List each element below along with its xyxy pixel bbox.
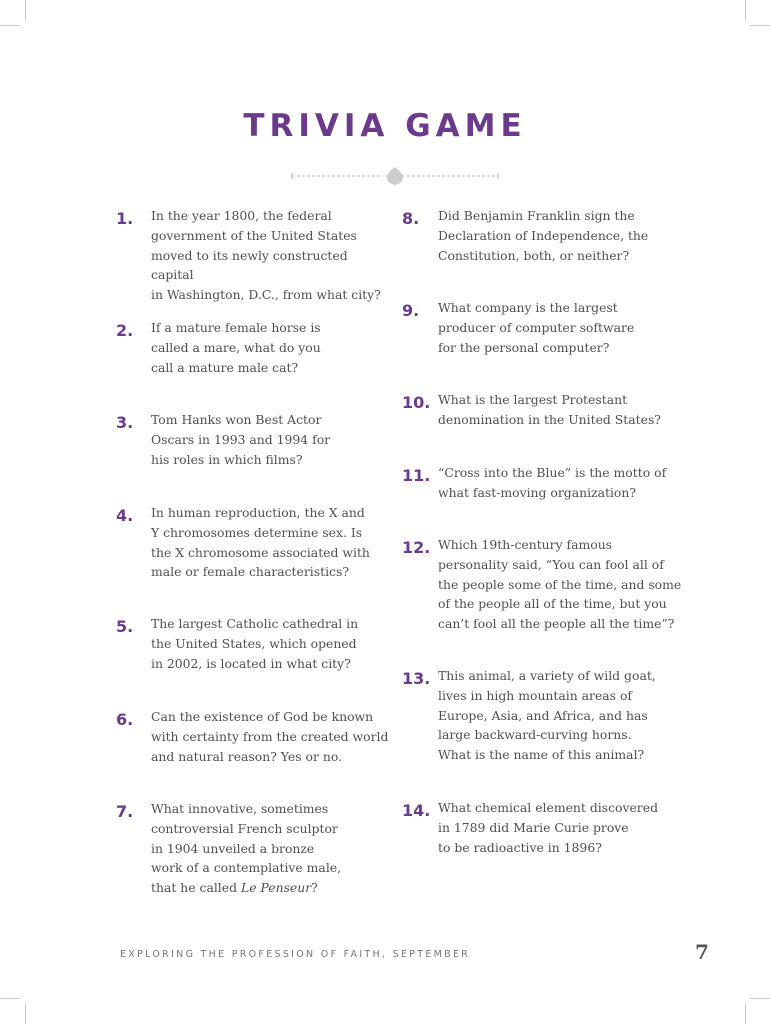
crop-mark <box>0 998 20 999</box>
crop-mark <box>25 1004 26 1024</box>
question-text: In the year 1800, the federal government of the United States moved to its newly constructed capital in Washington, D.C., from what city? <box>151 208 381 303</box>
question-item <box>402 535 681 634</box>
question-number: 12. <box>402 538 431 557</box>
question-item <box>116 799 341 898</box>
question-number: 6. <box>116 710 134 729</box>
question-number: 5. <box>116 617 134 636</box>
crop-mark <box>750 25 770 26</box>
question-text: Did Benjamin Franklin sign the Declaration of Independence, the Constitution, both, or neither? <box>438 208 649 263</box>
question-item <box>116 206 391 305</box>
question-item <box>116 503 370 582</box>
question-text: Tom Hanks won Best Actor Oscars in 1993 and 1994 for his roles in which films? <box>151 412 331 467</box>
question-text: This animal, a variety of wild goat, lives in high mountain areas of Europe, Asia, and Africa, and has large backward-curving horns. What is the name of this animal? <box>438 668 656 763</box>
question-item <box>116 318 321 377</box>
question-number: 1. <box>116 209 134 228</box>
question-text: The largest Catholic cathedral in the United States, which opened in 2002, is located in what city? <box>151 616 359 671</box>
question-number: 7. <box>116 802 134 821</box>
italic-title: Le Penseur <box>240 880 312 896</box>
running-head: EXPLORING THE PROFESSION OF FAITH, SEPTEMBER <box>120 949 471 960</box>
question-number: 4. <box>116 506 134 525</box>
crop-mark <box>745 1004 746 1024</box>
page-number: 7 <box>695 940 709 964</box>
question-text: Which 19th-century famous personality said, “You can fool all of the people some of the time, and some of the people all of the time, but you can’t fool all the people all the time”? <box>438 537 682 632</box>
question-item <box>402 798 658 857</box>
question-text: “Cross into the Blue” is the motto of what fast-moving organization? <box>438 465 667 500</box>
crop-mark <box>750 998 770 999</box>
ornament-divider-icon <box>290 164 500 188</box>
question-item <box>402 666 656 765</box>
question-item <box>402 390 661 430</box>
question-number: 9. <box>402 301 420 320</box>
question-text: What innovative, sometimes controversial French sculptor in 1904 unveiled a bronze work of a contemplative male, that he called Le Penseur? <box>151 801 342 896</box>
question-item <box>116 410 330 469</box>
question-number: 13. <box>402 669 431 688</box>
crop-mark <box>0 25 20 26</box>
question-text: Can the existence of God be known with certainty from the created world and natural reason? Yes or no. <box>151 709 389 764</box>
question-item <box>402 206 648 265</box>
crop-mark <box>745 0 746 20</box>
crop-mark <box>25 0 26 20</box>
question-text: What is the largest Protestant denomination in the United States? <box>438 392 661 427</box>
question-text: What chemical element discovered in 1789 did Marie Curie prove to be radioactive in 1896? <box>438 800 658 855</box>
question-text: What company is the largest producer of computer software for the personal computer? <box>438 300 635 355</box>
question-text: In human reproduction, the X and Y chromosomes determine sex. Is the X chromosome associated with male or female characteristics? <box>151 505 370 580</box>
question-item <box>402 298 634 357</box>
question-item <box>402 463 666 503</box>
question-number: 11. <box>402 466 431 485</box>
question-number: 3. <box>116 413 134 432</box>
question-number: 2. <box>116 321 134 340</box>
question-number: 8. <box>402 209 420 228</box>
page-title: TRIVIA GAME <box>243 108 527 144</box>
question-text: If a mature female horse is called a mare, what do you call a mature male cat? <box>151 320 321 375</box>
question-item <box>116 707 388 766</box>
question-number: 10. <box>402 393 431 412</box>
question-number: 14. <box>402 801 431 820</box>
question-item <box>116 614 358 673</box>
